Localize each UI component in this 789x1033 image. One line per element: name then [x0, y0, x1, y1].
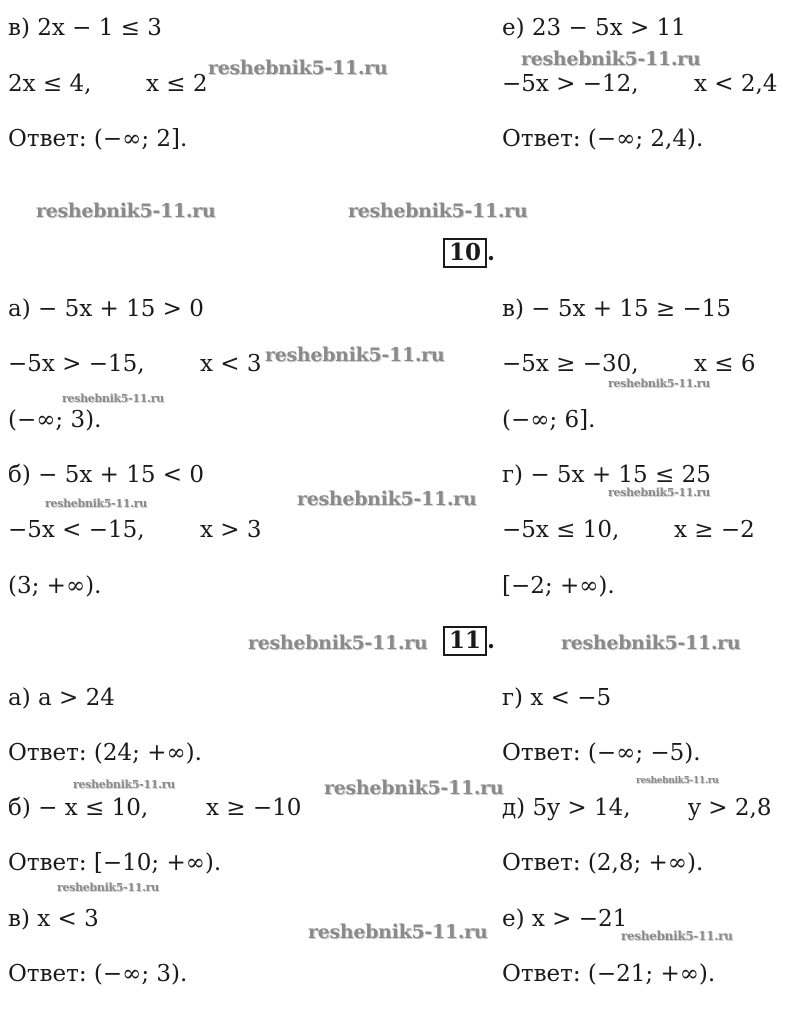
section-number-box: 11: [443, 626, 487, 656]
s11-g-task: г) x < −5: [502, 685, 612, 711]
s10-b-step-a: −5x < −15,: [8, 517, 145, 543]
task-e-step-a: −5x > −12,: [502, 71, 639, 97]
section-number-dot: .: [487, 239, 496, 266]
section-number-11: [443, 626, 495, 656]
s11-b-task-a: б) − x ≤ 10,: [8, 795, 149, 821]
task-v-step-b: x ≤ 2: [146, 71, 208, 97]
task-v-answer: Ответ: (−∞; 2].: [8, 126, 188, 152]
watermark: reshebnik5-11.ru: [57, 881, 159, 894]
s10-g-answer: [−2; +∞).: [502, 573, 615, 599]
section-number-10: [443, 238, 495, 268]
s10-g-step-a: −5x ≤ 10,: [502, 517, 620, 543]
s10-b-step-b: x > 3: [200, 517, 262, 543]
s11-d-answer: Ответ: (2,8; +∞).: [502, 850, 704, 876]
s11-e-task: е) x > −21: [502, 906, 628, 932]
s11-g-answer: Ответ: (−∞; −5).: [502, 740, 701, 766]
watermark: reshebnik5-11.ru: [608, 486, 710, 499]
task-e-answer: Ответ: (−∞; 2,4).: [502, 126, 704, 152]
s10-v-task: в) − 5x + 15 ≥ −15: [502, 296, 732, 322]
watermark: reshebnik5-11.ru: [308, 921, 488, 943]
watermark: reshebnik5-11.ru: [324, 777, 504, 799]
s10-v-step-b: x ≤ 6: [694, 351, 756, 377]
watermark: reshebnik5-11.ru: [73, 778, 175, 791]
watermark: reshebnik5-11.ru: [297, 488, 477, 510]
task-e-step-b: x < 2,4: [694, 71, 778, 97]
s10-b-task: б) − 5x + 15 < 0: [8, 462, 205, 488]
watermark: reshebnik5-11.ru: [265, 344, 445, 366]
s10-a-step-b: x < 3: [200, 351, 262, 377]
watermark: reshebnik5-11.ru: [208, 57, 388, 79]
watermark: reshebnik5-11.ru: [62, 392, 164, 405]
s11-v-answer: Ответ: (−∞; 3).: [8, 961, 188, 987]
s10-g-step-b: x ≥ −2: [674, 517, 755, 543]
watermark: reshebnik5-11.ru: [561, 632, 741, 654]
section-number-dot: .: [487, 627, 496, 654]
s10-v-answer: (−∞; 6].: [502, 407, 596, 433]
s10-a-task: а) − 5x + 15 > 0: [8, 296, 204, 322]
task-v-step-a: 2x ≤ 4,: [8, 71, 92, 97]
watermark: reshebnik5-11.ru: [608, 377, 710, 390]
s11-a-answer: Ответ: (24; +∞).: [8, 740, 202, 766]
s11-d-task-a: д) 5y > 14,: [502, 795, 631, 821]
section-number-box: 10: [443, 238, 487, 268]
s11-d-task-b: y > 2,8: [688, 795, 772, 821]
s10-v-step-a: −5x ≥ −30,: [502, 351, 639, 377]
watermark: reshebnik5-11.ru: [36, 200, 216, 222]
s10-a-answer: (−∞; 3).: [8, 407, 102, 433]
s11-b-task-b: x ≥ −10: [206, 795, 302, 821]
s11-e-answer: Ответ: (−21; +∞).: [502, 961, 716, 987]
s10-b-answer: (3; +∞).: [8, 573, 102, 599]
s11-v-task: в) x < 3: [8, 906, 99, 932]
s11-b-answer: Ответ: [−10; +∞).: [8, 850, 222, 876]
watermark: reshebnik5-11.ru: [636, 776, 719, 786]
task-e: е) 23 − 5x > 11: [502, 15, 686, 41]
task-v: в) 2x − 1 ≤ 3: [8, 15, 162, 41]
s11-a-task: а) a > 24: [8, 685, 115, 711]
watermark: reshebnik5-11.ru: [521, 48, 701, 70]
watermark: reshebnik5-11.ru: [348, 200, 528, 222]
s10-a-step-a: −5x > −15,: [8, 351, 145, 377]
s10-g-task: г) − 5x + 15 ≤ 25: [502, 462, 711, 488]
watermark: reshebnik5-11.ru: [45, 497, 147, 510]
watermark: reshebnik5-11.ru: [248, 632, 428, 654]
watermark: reshebnik5-11.ru: [621, 929, 733, 943]
